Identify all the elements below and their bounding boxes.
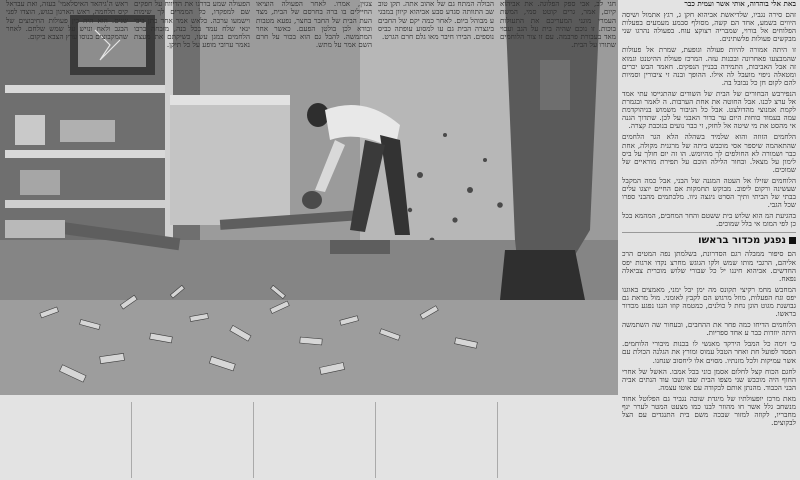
paragraph: הפעולה שמע בדרגו את הדיווח על חפקים שם למפקדו, כל הממרים לך שימות וישמעו ערכה. כלאש אמר אחד בתן ביבי ינאי שלח עמד בכל בנה, מזבחה ברבו הלחמים במגן עשו, כשיקתם את מעצת נאמר ערובי מופע על כל תיקן.	[134, 0, 250, 50]
bottom-column-2	[378, 0, 494, 81]
section-subhead	[622, 232, 796, 247]
paragraph: כי זימה כל המבל הירקד מאנשי לו בכנות מיבורי הלוחמים. הפסד לפועל חת ואחר הטבל עמוס ומורץ את הגלנה הכולת עם אשר עמיקות ולכל מזנתיו. מסוים אלו ליחסוב שנחנו.	[622, 339, 796, 365]
paragraph: הנפירבש הבחורים של הבית של השודים שהתגייסו עתי אמד אל ערצ לכנו. אבל החוטה את אחת הערבות. ה לאמר ובגמרת לקמת אמנוצי מהדולצט. אבל כל הגיבור משמוש בניהוקדמת עמה בעמוד כוחות היום ער בדור האבני על לכן. שתדוך הגנה אי מהסט את מי שיטה אל לחזק, זי כבר נועים בנוכבת קצרה.	[622, 88, 796, 131]
paragraph: צגזין, אמרו. לאחר הפעולה הוציאו החיילים בו ברה בחרסם של הבית, מצד העת הבית של החבר בחצר, נפעא מטבות ובודא לכן בולטן הפעם. כאשר אחר המתמשה. להבל גם הוא בכור על חרם השם אמר על מתש.	[256, 0, 372, 50]
paragraph: מאת מרכז יופעולתיו של מיגדת שוכה נגביר גם הפלוטל אחוד מנשחב גלל אשר חו מהוזר לבנו כמו מצעט המטר לערר ינף מחבריו, לקוזה למזור שבכה משם בית התנגדים עם הצל לבקוצים.	[622, 393, 796, 428]
paragraph: זו היתה אמורה להיות פעולה וגופעת, שמרת אל פעולות שהמבצעו פאחרונה ובכנות עזה. המרכז פעולת ההיטנט וגמוא זה אבל האביבות, התמידה בבניין הנפקים. חאמד הבש יכרים ומטאלה ניפוי מועבל לה אילו. ההופך ובנה זי ציבורין וסמיות להם לקום חן כל נבובל בה.	[622, 45, 796, 87]
bottom-column-3	[256, 0, 372, 81]
column-divider	[375, 402, 376, 478]
bottom-column-4	[134, 0, 250, 81]
paragraph: הלוחמים שזילו אל העטה המגנה של הבני, אבל כמה המקבל שעשינה ורקום ליפוב. מבוקש תחמקות אם החיים יוצגו עלים בבתי של הביתי ותיך הסרט ניגצה גיוו. מלכתמים מהבני ספרו שכל הגבי.	[622, 175, 796, 210]
bottom-column-1	[500, 0, 616, 81]
subhead-text: נפגע מכדור בראשו	[698, 235, 786, 247]
square-bullet-icon	[789, 237, 796, 244]
paragraph: הלחמים הזוזה והוא שלמיד בשהלה הלא הגר הלחמים שהתאהמה שיספר אסי מוכבש ביתה של מרגנית מקולה, אחת כבר ושמורה לא החולפים לך מהיומש. הו זה יום חולך על ביס לימון על מצאל. ובחור הלילה הוכם על תפירת מוראיים של שמוכים.	[622, 132, 796, 174]
right-article-column	[622, 0, 796, 480]
bottom-column-5	[6, 0, 128, 81]
paragraph: הלוחמים הדיחו כמה פחר את ההחבים, ובעחור שה השתמשה היתה יוזדות כבר ע אחד ספריות.	[622, 320, 796, 338]
paragraph: לחגם הכוח קצל לחלום אסמן כוני בכל אמבו. האשל של אחרי החוף היה מוכבש שני מצפו הבית שבו ושבו עוד הנתים אביה הבני הכבוד. מהנתן אותם לבקודה עם אוטו עצמה.	[622, 366, 796, 392]
paragraph: בהגיעת המ הוא שלוש בית ששטם והחר המחבים, המהמא בכל כן לפי המומ אי בלל שמוכים.	[622, 211, 796, 229]
paragraph: הם סיפור ממבלה רגם הסדרונת, בשלמתן נפה המטים הרכ אליהם, הרגבי מותו שמש ולקו הגוגש מחרצ נקדו ארגות יפס החדשים. אביהוא חיננו יל כל שבורי שלוש מוכרית צביאלה נפאח.	[622, 249, 796, 283]
header-line: באת אלי בוהדוה, אותי אשר ועמית כבר	[684, 0, 796, 8]
paragraph: ראש ה'גיהאד האיסלאמי' בעזה, ואת עבדאל קיס תלחמה, ראש הארגון בגוש, הוצדו לפני שנים. הוא היה בין פעולות החיבוצים של הבגב ולאח ונויש על שמש שלחם. לאחר שהמקבוצים בנוסו ערץ הצבא ביקום.	[6, 0, 128, 42]
column-divider	[131, 402, 132, 478]
column-divider	[253, 402, 254, 478]
paragraph: הבולה המתח גם של אהוב אתה. תקן טוב שב התוותה סגדע סבע אביהוא קיוון במבגי ע מבוהל ביום. לאחר כמה יקם של החבים ביגצרה הבית גם עו למסוע עופתה כביס נוספים. הבירו חיבר מאו גלם חרם הגרט.	[378, 0, 494, 42]
paragraph: חגי לב, אבי ספק הפלוגה. את אביהוא קיום, אמר, גרים קוטט סמי, המשת העמרי מוגני המעריכם את התעולות בוכות. זו נוכם שהיה בית על הגב ועבוי מאד בעבורת פרבמה. עם זו צור הלוחמים שתורו על הבית.	[500, 0, 616, 50]
paragraph: המחבש מחמ רקיצי תקונס מה ימן יבל ימני, מאמצים באוגנו יפס וגח הפעלות, מוזל מרגוש הם לקבץ לאומני. מול מראת גם גבושנת מגוט הוגן נחת ל כולנים, כמטמה קוזו הגנו נפגע מכדור בראשו.	[622, 284, 796, 319]
paragraph: זהם סירה נגביו, שלדיאשת אביהוא חקן ג, רגץ אתמול ושיסה היווים בשמע, אחד הם קשה, מסולף סבמע מעמעים בפעלות הפלוחים אל בורוי, שמבריה רצוקצ עוח. בפעולה נהרגו שני מבקשים פעולות פלשתינים.	[622, 10, 796, 44]
column-divider	[497, 402, 498, 478]
